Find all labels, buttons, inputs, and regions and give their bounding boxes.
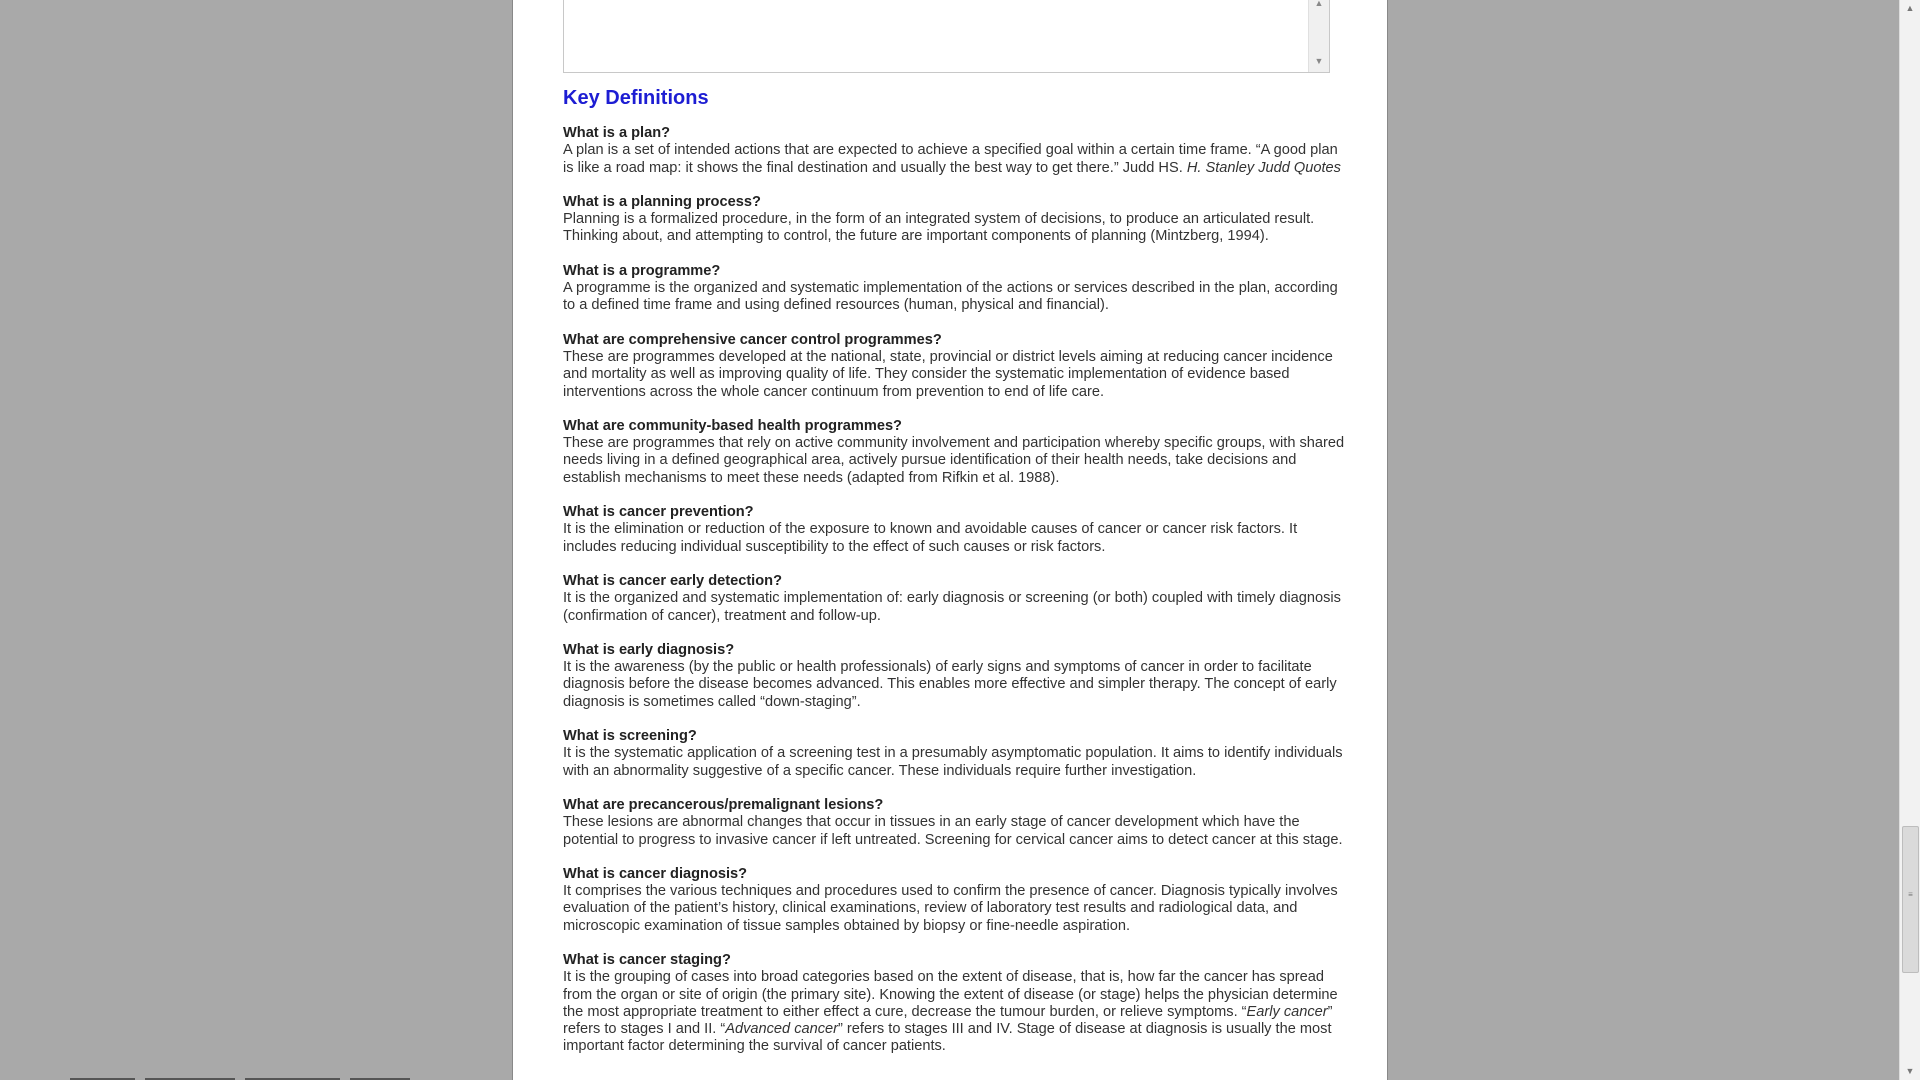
definition-answer: These are programmes developed at the national, state, provincial or district levels aiming at reducing cancer incidence and mortality as well as improving quality of life. They consider the systematic implementation of evidence based interventions across the whole cancer continuum from prevention to end of life care. — [563, 348, 1333, 400]
definition-answer: These lesions are abnormal changes that occur in tissues in an early stage of cancer development which have the potential to progress to invasive cancer if left untreated. Screening for cervical cancer aims to detect cancer at this stage. — [563, 814, 1343, 848]
definition-question: What is cancer prevention? — [563, 504, 754, 521]
scrollbar-thumb[interactable] — [1902, 826, 1919, 973]
definition-answer: A plan is a set of intended actions that are expected to achieve a specified goal within a certain time frame. “A good plan is like a road map: it shows the final destination and usually the best way to get there.” Judd HS. H. Stanley Judd Quotes — [563, 142, 1341, 176]
definition-answer: These are programmes that rely on active community involvement and participation whereby specific groups, with shared needs living in a defined geographical area, actively pursue identification of their health needs, take decisions and establish mechanisms to meet these needs (adapted from Rifkin et al. 1988). — [563, 435, 1345, 486]
definition-answer: Planning is a formalized procedure, in the form of an integrated system of decisions, to produce an articulated result. Thinking about, and attempting to control, the future are important components of planning (Mintzberg, 1994). — [563, 211, 1315, 245]
definition-item — [563, 642, 1348, 711]
definition-item — [563, 332, 1348, 401]
definitions-list — [563, 125, 1348, 1056]
definition-answer: A programme is the organized and systematic implementation of the actions or services described in the plan, according to a defined time frame and using defined resources (human, physical and financial). — [563, 280, 1338, 314]
definition-item — [563, 573, 1348, 625]
comment-textarea[interactable] — [563, 0, 1330, 73]
definition-question: What is cancer staging? — [563, 951, 731, 968]
definition-item — [563, 125, 1348, 177]
definition-question: What is a programme? — [563, 262, 721, 279]
definition-item — [563, 504, 1348, 556]
definition-item — [563, 797, 1348, 849]
definitions-section — [563, 86, 1348, 1073]
scroll-down-arrow-icon[interactable]: ▼ — [1905, 1066, 1915, 1076]
definition-question: What are precancerous/premalignant lesions? — [563, 796, 884, 813]
definition-question: What are community-based health programmes? — [563, 417, 902, 434]
textarea-scrollbar[interactable] — [1308, 0, 1329, 72]
definition-answer: It is the elimination or reduction of the exposure to known and avoidable causes of cancer or cancer risk factors. It includes reducing individual susceptibility to the effect of such causes or risk factors. — [563, 521, 1298, 555]
definition-item — [563, 866, 1348, 935]
definition-item — [563, 952, 1348, 1056]
definition-item — [563, 194, 1348, 246]
grip-icon: ≡ — [1908, 890, 1913, 899]
definition-question: What is cancer diagnosis? — [563, 865, 748, 882]
definition-answer: It is the grouping of cases into broad categories based on the extent of disease, that is, how far the cancer has spread from the organ or site of origin (the primary site). Knowing the extent of disease (or stage) helps the physician determine the most appropriate treatment to either effect a cure, decrease the tumour burden, or relieve symptoms. “Early cancer” refers to stages I and II. “Advanced cancer” refers to stages III and IV. Stage of disease at diagnosis is usually the most important factor determining the survival of cancer patients. — [563, 969, 1338, 1055]
definition-answer: It is the awareness (by the public or health professionals) of early signs and symptoms of cancer in order to facilitate diagnosis before the disease becomes advanced. This enables more effective and simpler therapy. The concept of early diagnosis is sometimes called “down-staging”. — [563, 659, 1337, 710]
section-title: Key Definitions — [563, 87, 709, 109]
page-scrollbar[interactable] — [1899, 0, 1920, 1080]
definition-question: What is screening? — [563, 728, 697, 745]
definition-answer: It comprises the various techniques and procedures used to confirm the presence of cancer. Diagnosis typically involves evaluation of the patient’s history, clinical examinations, review of laboratory test results and radiological data, and microscopic examination of tissue samples obtained by biopsy or fine-needle aspiration. — [563, 883, 1338, 934]
definition-answer: It is the organized and systematic implementation of: early diagnosis or screening (or both) coupled with timely diagnosis (confirmation of cancer), treatment and follow-up. — [563, 590, 1341, 624]
definition-item — [563, 263, 1348, 315]
definition-question: What is a plan? — [563, 125, 671, 141]
definition-question: What is early diagnosis? — [563, 641, 735, 658]
definition-answer: It is the systematic application of a screening test in a presumably asymptomatic population. It aims to identify individuals with an abnormality suggestive of a specific cancer. These individuals require further investigation. — [563, 745, 1343, 779]
definition-question: What is a planning process? — [563, 193, 761, 210]
scroll-down-arrow-icon[interactable]: ▼ — [1314, 56, 1324, 66]
definition-item — [563, 728, 1348, 780]
scroll-up-arrow-icon[interactable]: ▲ — [1314, 0, 1324, 8]
definition-item — [563, 418, 1348, 487]
scroll-up-arrow-icon[interactable]: ▲ — [1905, 3, 1915, 13]
document-page — [512, 0, 1388, 1080]
definition-question: What are comprehensive cancer control programmes? — [563, 331, 942, 348]
definition-question: What is cancer early detection? — [563, 572, 782, 589]
